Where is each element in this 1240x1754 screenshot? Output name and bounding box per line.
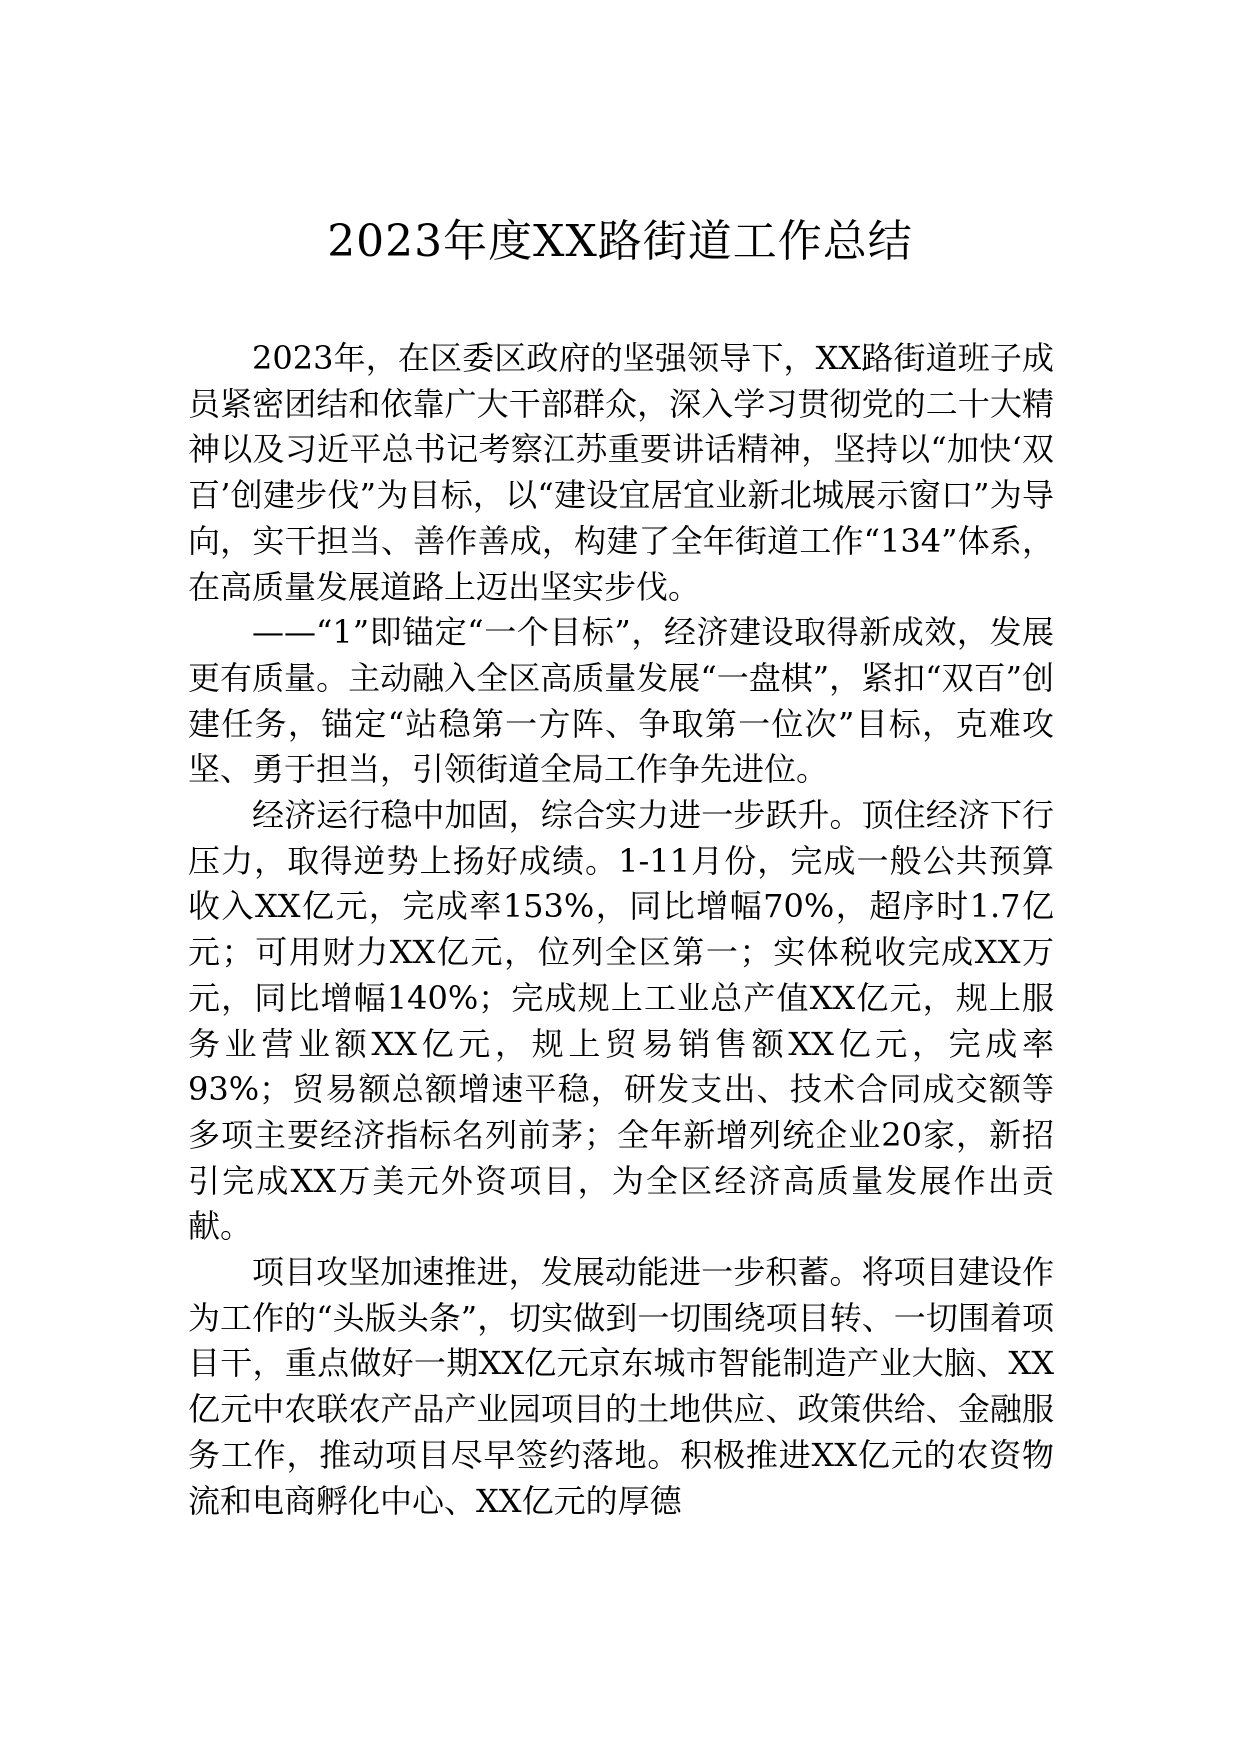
paragraph-one-goal: ——“1”即锚定“一个目标”，经济建设取得新成效，发展更有质量。主动融入全区高质量发展“一盘棋”，紧扣“双百”创建任务，锚定“站稳第一方阵、争取第一位次”目标，克难攻坚、勇于担当，引领街道全局工作争先进位。	[188, 613, 1054, 789]
paragraph-economy: 经济运行稳中加固，综合实力进一步跃升。顶住经济下行压力，取得逆势上扬好成绩。1-11月份，完成一般公共预算收入XX亿元，完成率153%，同比增幅70%，超序时1.7亿元；可用财力XX亿元，位列全区第一；实体税收完成XX万元，同比增幅140%；完成规上工业总产值XX亿元，规上服务业营业额XX亿元，规上贸易销售额XX亿元，完成率93%；贸易额总额增速平稳，研发支出、技术合同成交额等多项主要经济指标名列前茅；全年新增列统企业20家，新招引完成XX万美元外资项目，为全区经济高质量发展作出贡献。	[188, 796, 1054, 1246]
paragraph-intro: 2023年，在区委区政府的坚强领导下，XX路街道班子成员紧密团结和依靠广大干部群众，深入学习贯彻党的二十大精神以及习近平总书记考察江苏重要讲话精神，坚持以“加快‘双百’创建步伐”为目标，以“建设宜居宜业新北城展示窗口”为导向，实干担当、善作善成，构建了全年街道工作“134”体系，在高质量发展道路上迈出坚实步伐。	[188, 339, 1054, 606]
document-body	[188, 336, 1054, 1524]
paragraph-projects: 项目攻坚加速推进，发展动能进一步积蓄。将项目建设作为工作的“头版头条”，切实做到一切围绕项目转、一切围着项目干，重点做好一期XX亿元京东城市智能制造产业大脑、XX亿元中农联农产品产业园项目的土地供应、政策供给、金融服务工作，推动项目尽早签约落地。积极推进XX亿元的农资物流和电商孵化中心、XX亿元的厚德	[188, 1253, 1054, 1520]
document-title: 2023年度XX路街道工作总结	[327, 216, 913, 267]
